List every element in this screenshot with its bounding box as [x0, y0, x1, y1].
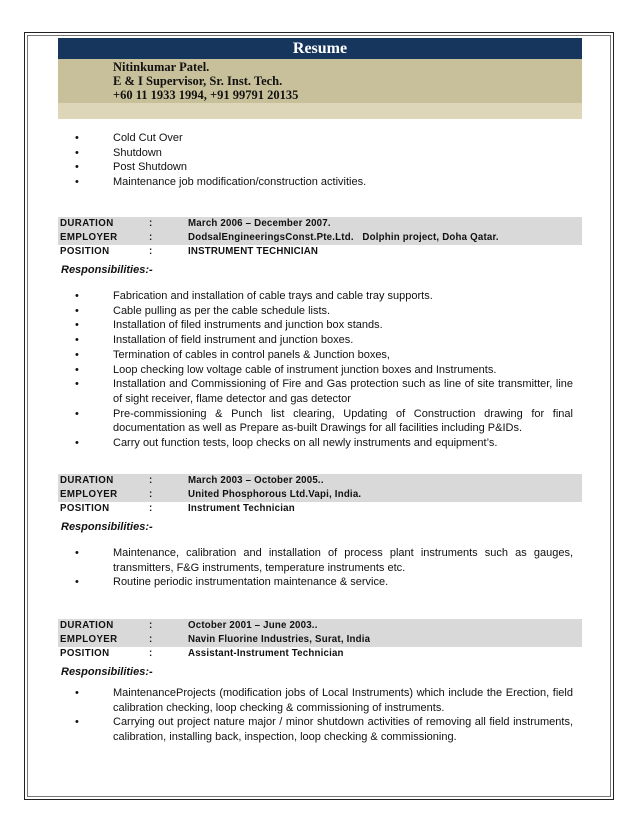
list-item: • Loop checking low voltage cable of instrument junction boxes and Instruments.: [75, 363, 497, 376]
list-item: • Cold Cut Over: [75, 132, 183, 144]
header-block: [58, 59, 582, 119]
bullet: •: [75, 319, 79, 332]
list-item: • Shutdown: [75, 146, 162, 159]
bullet: •: [75, 334, 79, 347]
job-duration-row: DURATION : October 2001 – June 2003..: [58, 619, 582, 633]
bullet: •: [75, 304, 79, 317]
list-item: • Installation of filed instruments and junction box stands.: [75, 319, 383, 332]
list-item: • Installation and Commissioning of Fire and Gas protection such as line of site transmitter, line of sight receiver, flame detector and gas detector: [75, 378, 573, 405]
job-position-row: POSITION : Assistant-Instrument Technician: [60, 648, 344, 659]
bullet: •: [75, 716, 79, 729]
job-duration-row: DURATION : March 2003 – October 2005..: [58, 474, 582, 488]
list-item: • Carrying out project nature major / minor shutdown activities of removing all field instruments, calibration, installing back, inspection, loop checking & commissioning.: [75, 716, 573, 744]
bullet: •: [75, 687, 79, 699]
job-3-responsibilities: [75, 686, 573, 745]
job-1-responsibilities: [75, 289, 573, 451]
list-item: • Maintenance job modification/construction activities.: [75, 176, 367, 189]
list-item: • Fabrication and installation of cable trays and cable tray supports.: [75, 290, 433, 302]
bullet: •: [75, 132, 79, 144]
responsibilities-heading: Responsibilities:-: [61, 521, 153, 533]
bullet: •: [75, 348, 79, 361]
list-item: • Carry out function tests, loop checks on all newly instruments and equipment’s.: [75, 437, 498, 450]
job-2-details: [58, 474, 582, 516]
job-position-row: POSITION : Instrument Technician: [60, 503, 295, 514]
bullet: •: [75, 407, 79, 420]
job-employer-row: EMPLOYER : Navin Fluorine Industries, Surat, India: [58, 633, 582, 647]
list-item: • Installation of field instrument and junction boxes.: [75, 334, 354, 347]
responsibilities-heading: Responsibilities:-: [61, 264, 153, 276]
bullet: •: [75, 290, 79, 302]
bullet: •: [75, 176, 79, 189]
bullet: •: [75, 363, 79, 376]
list-item: • Termination of cables in control panels & Junction boxes,: [75, 348, 390, 361]
list-item: • Maintenance, calibration and installation of process plant instruments such as gauges, transmitters, F&G instruments, temperature instruments etc.: [75, 547, 573, 574]
intro-list: [75, 131, 367, 190]
resume-title: Resume: [58, 38, 582, 59]
bullet: •: [75, 576, 79, 589]
responsibilities-heading: Responsibilities:-: [61, 666, 153, 678]
job-3-details: [58, 619, 582, 661]
job-1-details: [58, 217, 582, 259]
list-item: • Routine periodic instrumentation maintenance & service.: [75, 576, 389, 589]
job-employer-row: EMPLOYER : DodsalEngineeringsConst.Pte.Ltd. Dolphin project, Doha Qatar.: [58, 231, 582, 245]
bullet: •: [75, 547, 79, 559]
list-item: • MaintenanceProjects (modification jobs of Local Instruments) which include the Erection, field calibration checking, loop checking & commissioning of instruments.: [75, 687, 573, 714]
job-2-responsibilities: [75, 546, 573, 590]
bullet: •: [75, 437, 79, 450]
list-item: • Cable pulling as per the cable schedule lists.: [75, 304, 331, 317]
bullet: •: [75, 146, 79, 159]
job-employer-row: EMPLOYER : United Phosphorous Ltd.Vapi, India.: [58, 488, 582, 502]
bullet: •: [75, 378, 79, 391]
list-item: • Pre-commissioning & Punch list clearing, Updating of Construction drawing for final documentation as well as Prepare as-built Drawings for all facilities including P&IDs.: [75, 407, 573, 435]
header-strip: [58, 103, 582, 119]
list-item: • Post Shutdown: [75, 161, 187, 174]
bullet: •: [75, 161, 79, 174]
candidate-designation: E & I Supervisor, Sr. Inst. Tech.: [113, 74, 283, 88]
candidate-name: Nitinkumar Patel.: [113, 60, 210, 74]
job-position-row: POSITION : INSTRUMENT TECHNICIAN: [60, 246, 319, 257]
candidate-phone: +60 11 1933 1994, +91 99791 20135: [113, 88, 299, 102]
job-duration-row: DURATION : March 2006 – December 2007.: [58, 217, 582, 231]
